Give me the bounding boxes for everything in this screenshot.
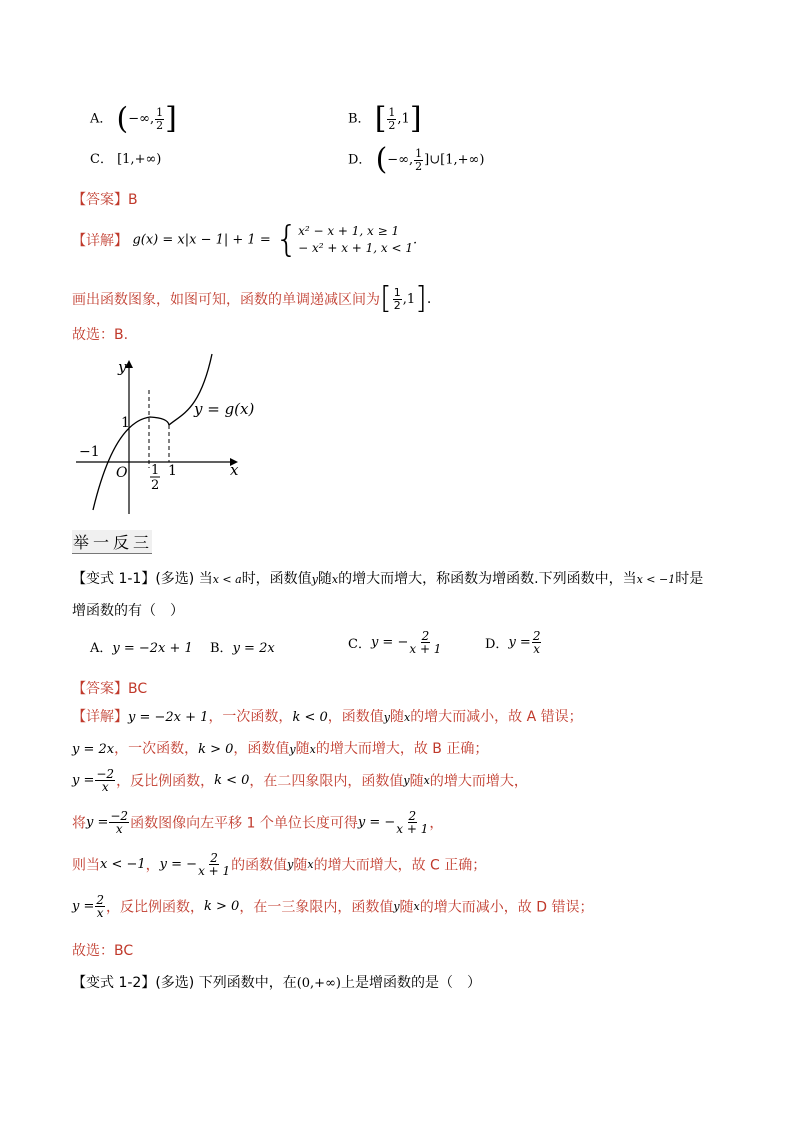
- origin-label: O: [116, 465, 128, 481]
- fraction-half: $\frac{1}{2}$: [156, 105, 164, 132]
- option-c: C． [1,+∞): [90, 152, 162, 167]
- piecewise-cases: x² − x + 1, x ≥ 1 − x² + x + 1, x < 1: [298, 224, 414, 255]
- detail-2-line-2: y = 2x，一次函数，k > 0，函数值y随x的增大而增大，故 B 正确；: [72, 741, 489, 757]
- tick-half-num: 1: [151, 463, 160, 478]
- choose-2: 故选：BC: [72, 943, 134, 959]
- option-d: D． (−∞, $\frac{1}{2}$ ]∪[1,+∞): [348, 142, 485, 177]
- detail-1: 【详解】 g(x) = x|x − 1| + 1 = { x² − x + 1, x ≥ 1 − x² + x + 1, x < 1 .: [72, 219, 418, 260]
- option-a: A． (−∞, $\frac{1}{2}$ ]: [90, 101, 177, 136]
- tick-1-x: 1: [168, 463, 177, 479]
- answer-2: 【答案】BC: [72, 681, 148, 697]
- detail-2-line-6: y = $\frac{2}{x}$ ，反比例函数，k > 0，在一三象限内，函数值y随x的增大而减小，故 D 错误；: [72, 893, 594, 920]
- variant-1-2: 【变式 1-2】(多选) 下列函数中，在(0,+∞)上是增函数的是（ ）: [72, 975, 481, 991]
- tick-neg1: −1: [79, 444, 100, 460]
- function-label: y = g(x): [194, 400, 255, 418]
- detail-2-line-3: y = $\frac{-2}{x}$ ，反比例函数，k < 0，在二四象限内，函数值y随x的增大而增大，: [72, 767, 528, 794]
- section-title: 举 一 反 三: [72, 530, 152, 554]
- tick-half-den: 2: [151, 478, 160, 493]
- choose-1: 故选：B.: [72, 327, 129, 343]
- function-graph: [70, 352, 260, 520]
- variant1-option-d: D．y = $\frac{2}{x}$: [485, 629, 541, 656]
- variant-1-1-line2: 增函数的有（ ）: [72, 603, 184, 619]
- detail-2-line-1: 【详解】y = −2x + 1，一次函数，k < 0，函数值y随x的增大而减小，故 A 错误；: [72, 709, 583, 725]
- variant-1-1: 【变式 1-1】(多选) 当x < a时，函数值y随x的增大而增大，称函数为增函数.下列函数中，当x < −1时是: [72, 571, 704, 587]
- detail-2-line-5: 则当x < −1，y = − $\frac{2}{x + 1}$ 的函数值y随x的增大而增大，故 C 正确；: [72, 851, 487, 878]
- graph-description: 画出函数图象，如图可知，函数的单调递减区间为[ $\frac{1}{2}$ ,1].: [72, 281, 432, 316]
- detail-2-line-4: 将y = $\frac{-2}{x}$ 函数图像向左平移 1 个单位长度可得y = − $\frac{2}{x + 1}$ ，: [72, 809, 444, 836]
- answer-1: 【答案】B: [72, 192, 138, 208]
- variant1-option-b: B．y = 2x: [210, 641, 275, 656]
- tick-1-y: 1: [121, 415, 130, 431]
- variant1-option-c: C．y = − $\frac{2}{x + 1}$: [348, 629, 442, 656]
- y-axis-label: y: [118, 358, 127, 376]
- x-axis-label: x: [230, 461, 239, 479]
- variant1-option-a: A．y = −2x + 1: [90, 641, 193, 656]
- option-b: B． [ $\frac{1}{2}$ ,1]: [348, 101, 422, 136]
